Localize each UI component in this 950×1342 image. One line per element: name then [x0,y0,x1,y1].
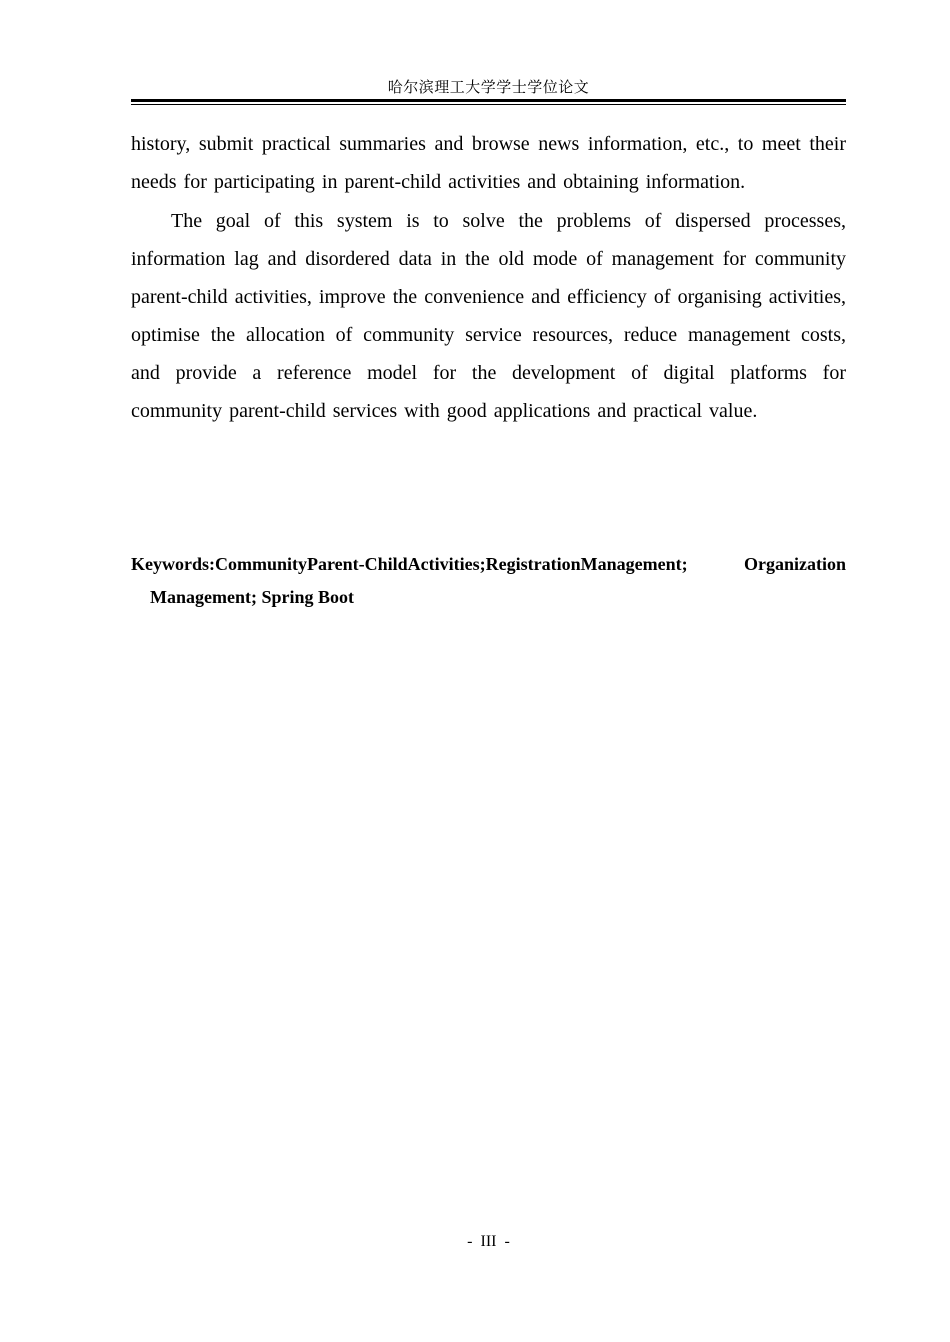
paragraph-continuation: history, submit practical summaries and browse news information, etc., to meet their needs for participating in parent-child activities and obtaining information. [131,133,846,193]
running-header: 哈尔滨理工大学学士学位论文 [387,80,590,96]
header-rule-thick [131,99,846,102]
keywords-line: Keywords:CommunityParent-ChildActivities;RegistrationManagement; Organization Management; Spring Boot [131,554,846,607]
abstract-body [131,125,846,430]
page-number: - III - [467,1233,510,1250]
paragraph-system-goal: The goal of this system is to solve the problems of dispersed processes, information lag and disordered data in the old mode of management for community parent-child activities, improve the convenience and efficiency of organising activities, optimise the allocation of community service resources, reduce management costs, and provide a reference model for the development of digital platforms for community parent-child services with good applications and practical value. [131,210,846,422]
header-rule-thin [131,104,846,105]
